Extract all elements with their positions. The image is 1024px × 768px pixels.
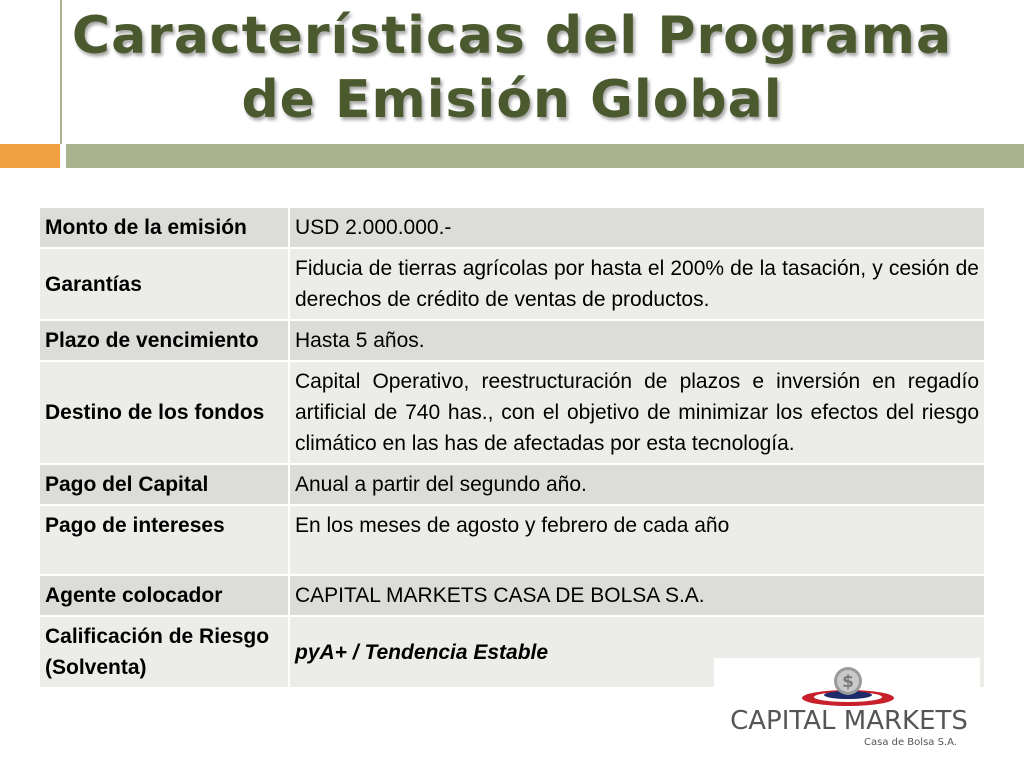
row-value: Capital Operativo, reestructuración de plazos e inversión en regadío artificial de 740 has., con el objetivo de minimizar los efectos del riesgo climático en las has de afectadas por esta tecnología. <box>289 361 984 464</box>
slide-title-line-1: Características del Programa <box>71 6 953 66</box>
slide-title <box>0 4 1024 132</box>
logo-name: CAPITAL MARKETS <box>730 706 968 736</box>
capital-markets-logo <box>714 658 980 758</box>
dollar-coin-icon <box>800 664 896 708</box>
table-row <box>40 575 984 616</box>
svg-text:$: $ <box>842 672 854 692</box>
row-value: Hasta 5 años. <box>289 320 984 361</box>
row-value: CAPITAL MARKETS CASA DE BOLSA S.A. <box>289 575 984 616</box>
row-label: Calificación de Riesgo (Solventa) <box>40 616 289 688</box>
table-row <box>40 248 984 320</box>
table-row <box>40 208 984 248</box>
program-features-table <box>40 208 984 689</box>
table-row <box>40 320 984 361</box>
table-row <box>40 361 984 464</box>
decorative-orange-bar <box>0 144 60 168</box>
table-row <box>40 505 984 575</box>
logo-subtitle: Casa de Bolsa S.A. <box>864 737 957 748</box>
row-value: pyA+ / Tendencia Estable <box>289 616 984 688</box>
row-value: Fiducia de tierras agrícolas por hasta el 200% de la tasación, y cesión de derechos de crédito de ventas de productos. <box>289 248 984 320</box>
row-value: Anual a partir del segundo año. <box>289 464 984 505</box>
slide-title-line-2: de Emisión Global <box>241 70 783 130</box>
row-label: Pago del Capital <box>40 464 289 505</box>
row-label: Agente colocador <box>40 575 289 616</box>
row-label: Pago de intereses <box>40 505 289 575</box>
row-value: En los meses de agosto y febrero de cada año <box>289 505 984 575</box>
row-value: USD 2.000.000.- <box>289 208 984 248</box>
table-row <box>40 464 984 505</box>
decorative-green-bar <box>66 144 1024 168</box>
row-label: Plazo de vencimiento <box>40 320 289 361</box>
row-label: Destino de los fondos <box>40 361 289 464</box>
row-label: Garantías <box>40 248 289 320</box>
decorative-vertical-line <box>60 0 62 144</box>
row-label: Monto de la emisión <box>40 208 289 248</box>
